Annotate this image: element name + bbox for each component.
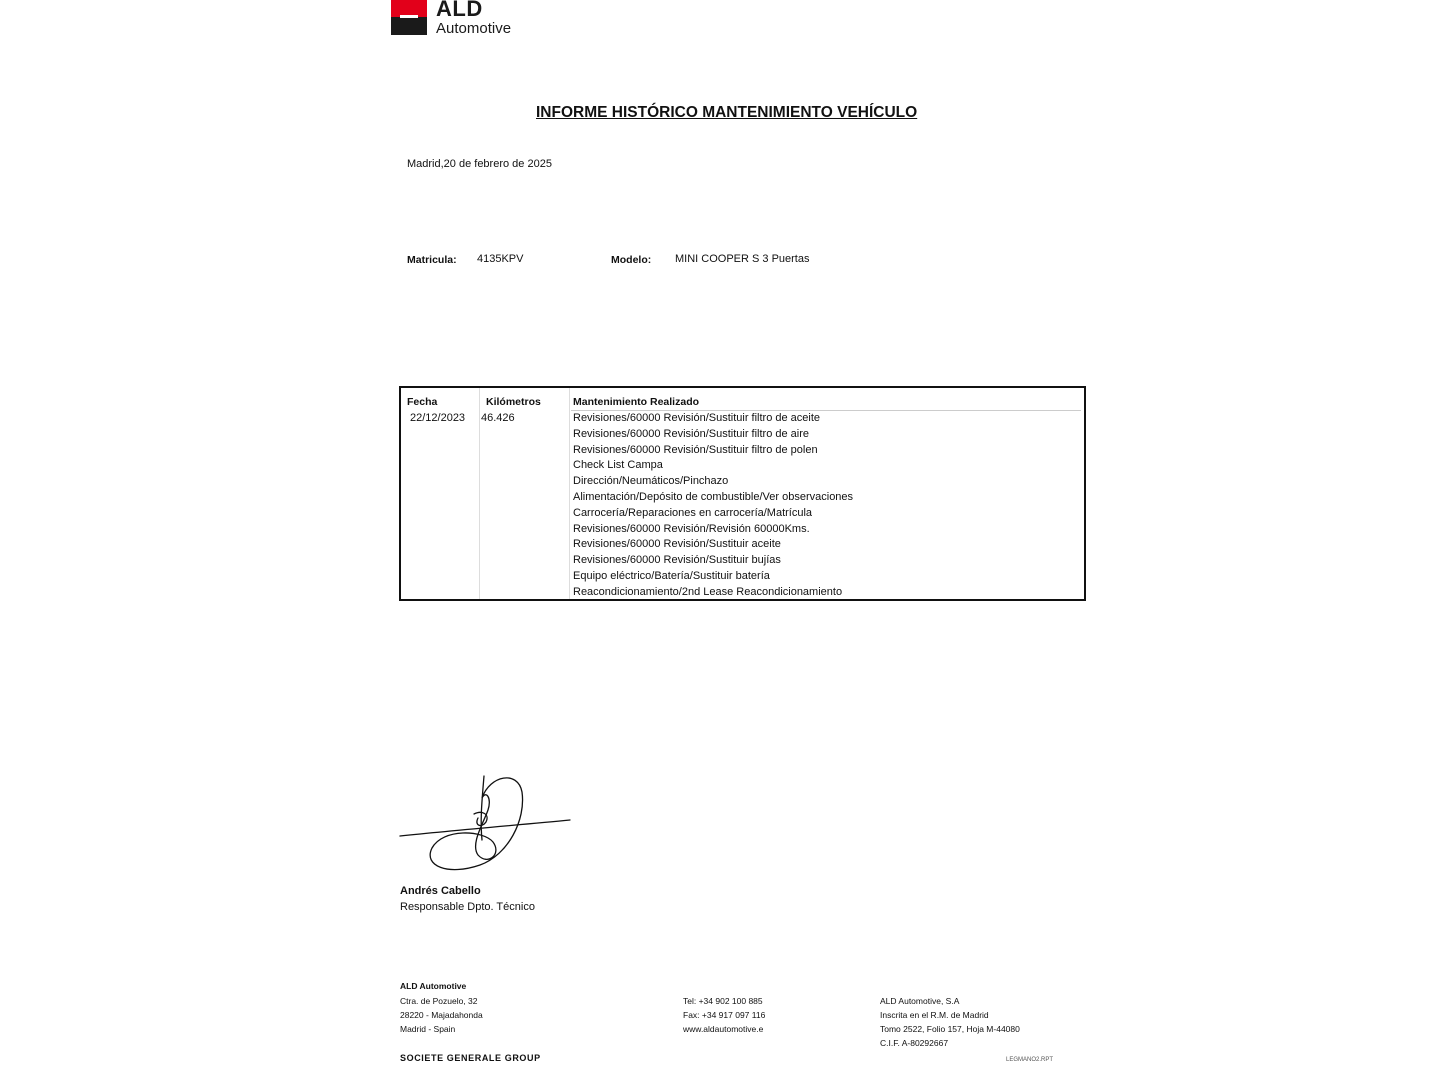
column-divider bbox=[479, 388, 480, 599]
list-item: Reacondicionamiento/2nd Lease Reacondicionamiento bbox=[573, 585, 843, 598]
list-item: Dirección/Neumáticos/Pinchazo bbox=[573, 475, 729, 488]
logo-name: ALD bbox=[436, 0, 483, 21]
list-item: Revisiones/60000 Revisión/Revisión 60000Kms. bbox=[573, 522, 810, 535]
list-item: Revisiones/60000 Revisión/Sustituir filtro de aceite bbox=[573, 412, 821, 424]
footer-address bbox=[400, 994, 483, 1036]
list-item: Check List Campa bbox=[573, 459, 663, 472]
signatory-role: Responsable Dpto. Técnico bbox=[400, 901, 535, 913]
row-date: 22/12/2023 bbox=[410, 412, 466, 424]
logo-mark bbox=[391, 0, 427, 35]
column-divider bbox=[569, 388, 570, 599]
document-title: INFORME HISTÓRICO MANTENIMIENTO VEHÍCULO bbox=[536, 104, 918, 121]
document-code: LEGMANO2.RPT bbox=[1006, 1057, 1054, 1063]
list-item: Equipo eléctrico/Batería/Sustituir batería bbox=[573, 569, 770, 582]
header-maintenance: Mantenimiento Realizado bbox=[573, 396, 700, 408]
footer-contact bbox=[683, 994, 765, 1036]
maintenance-table bbox=[399, 386, 1086, 601]
list-item: Revisiones/60000 Revisión/Sustituir filtro de aire bbox=[573, 427, 810, 440]
date-line: Madrid,20 de febrero de 2025 bbox=[407, 158, 552, 170]
legal-line: ALD Automotive, S.A bbox=[880, 996, 960, 1006]
contact-line: Tel: +34 902 100 885 bbox=[683, 996, 763, 1006]
model-label: Modelo: bbox=[611, 254, 652, 266]
contact-line: www.aldautomotive.e bbox=[683, 1024, 764, 1034]
group-name: SOCIETE GENERALE GROUP bbox=[400, 1053, 541, 1063]
legal-line: C.I.F. A-80292667 bbox=[880, 1038, 949, 1048]
address-line: Madrid - Spain bbox=[400, 1024, 456, 1034]
row-km: 46.426 bbox=[481, 412, 515, 424]
list-item: Revisiones/60000 Revisión/Sustituir filtro de polen bbox=[573, 443, 818, 456]
footer-legal bbox=[880, 994, 1020, 1050]
maintenance-list bbox=[573, 411, 853, 601]
header-km: Kilómetros bbox=[486, 396, 541, 408]
list-item: Revisiones/60000 Revisión/Sustituir aceite bbox=[573, 538, 781, 551]
contact-line: Fax: +34 917 097 116 bbox=[683, 1010, 766, 1020]
logo-white-bar bbox=[400, 15, 418, 18]
address-line: 28220 - Majadahonda bbox=[400, 1010, 483, 1020]
plate-value: 4135KPV bbox=[477, 253, 524, 265]
list-item: Alimentación/Depósito de combustible/Ver observaciones bbox=[573, 490, 854, 503]
logo-subtitle: Automotive bbox=[436, 20, 512, 37]
handwritten-signature bbox=[398, 770, 573, 880]
list-item: Revisiones/60000 Revisión/Sustituir bujías bbox=[573, 554, 781, 567]
footer-company: ALD Automotive bbox=[400, 981, 467, 991]
legal-line: Inscrita en el R.M. de Madrid bbox=[880, 1010, 989, 1020]
header-date: Fecha bbox=[407, 396, 438, 408]
model-value: MINI COOPER S 3 Puertas bbox=[675, 253, 810, 265]
signatory-name: Andrés Cabello bbox=[400, 885, 481, 897]
plate-label: Matricula: bbox=[407, 254, 457, 266]
address-line: Ctra. de Pozuelo, 32 bbox=[400, 996, 478, 1006]
list-item: Carrocería/Reparaciones en carrocería/Matrícula bbox=[573, 506, 813, 519]
legal-line: Tomo 2522, Folio 157, Hoja M-44080 bbox=[880, 1024, 1020, 1034]
